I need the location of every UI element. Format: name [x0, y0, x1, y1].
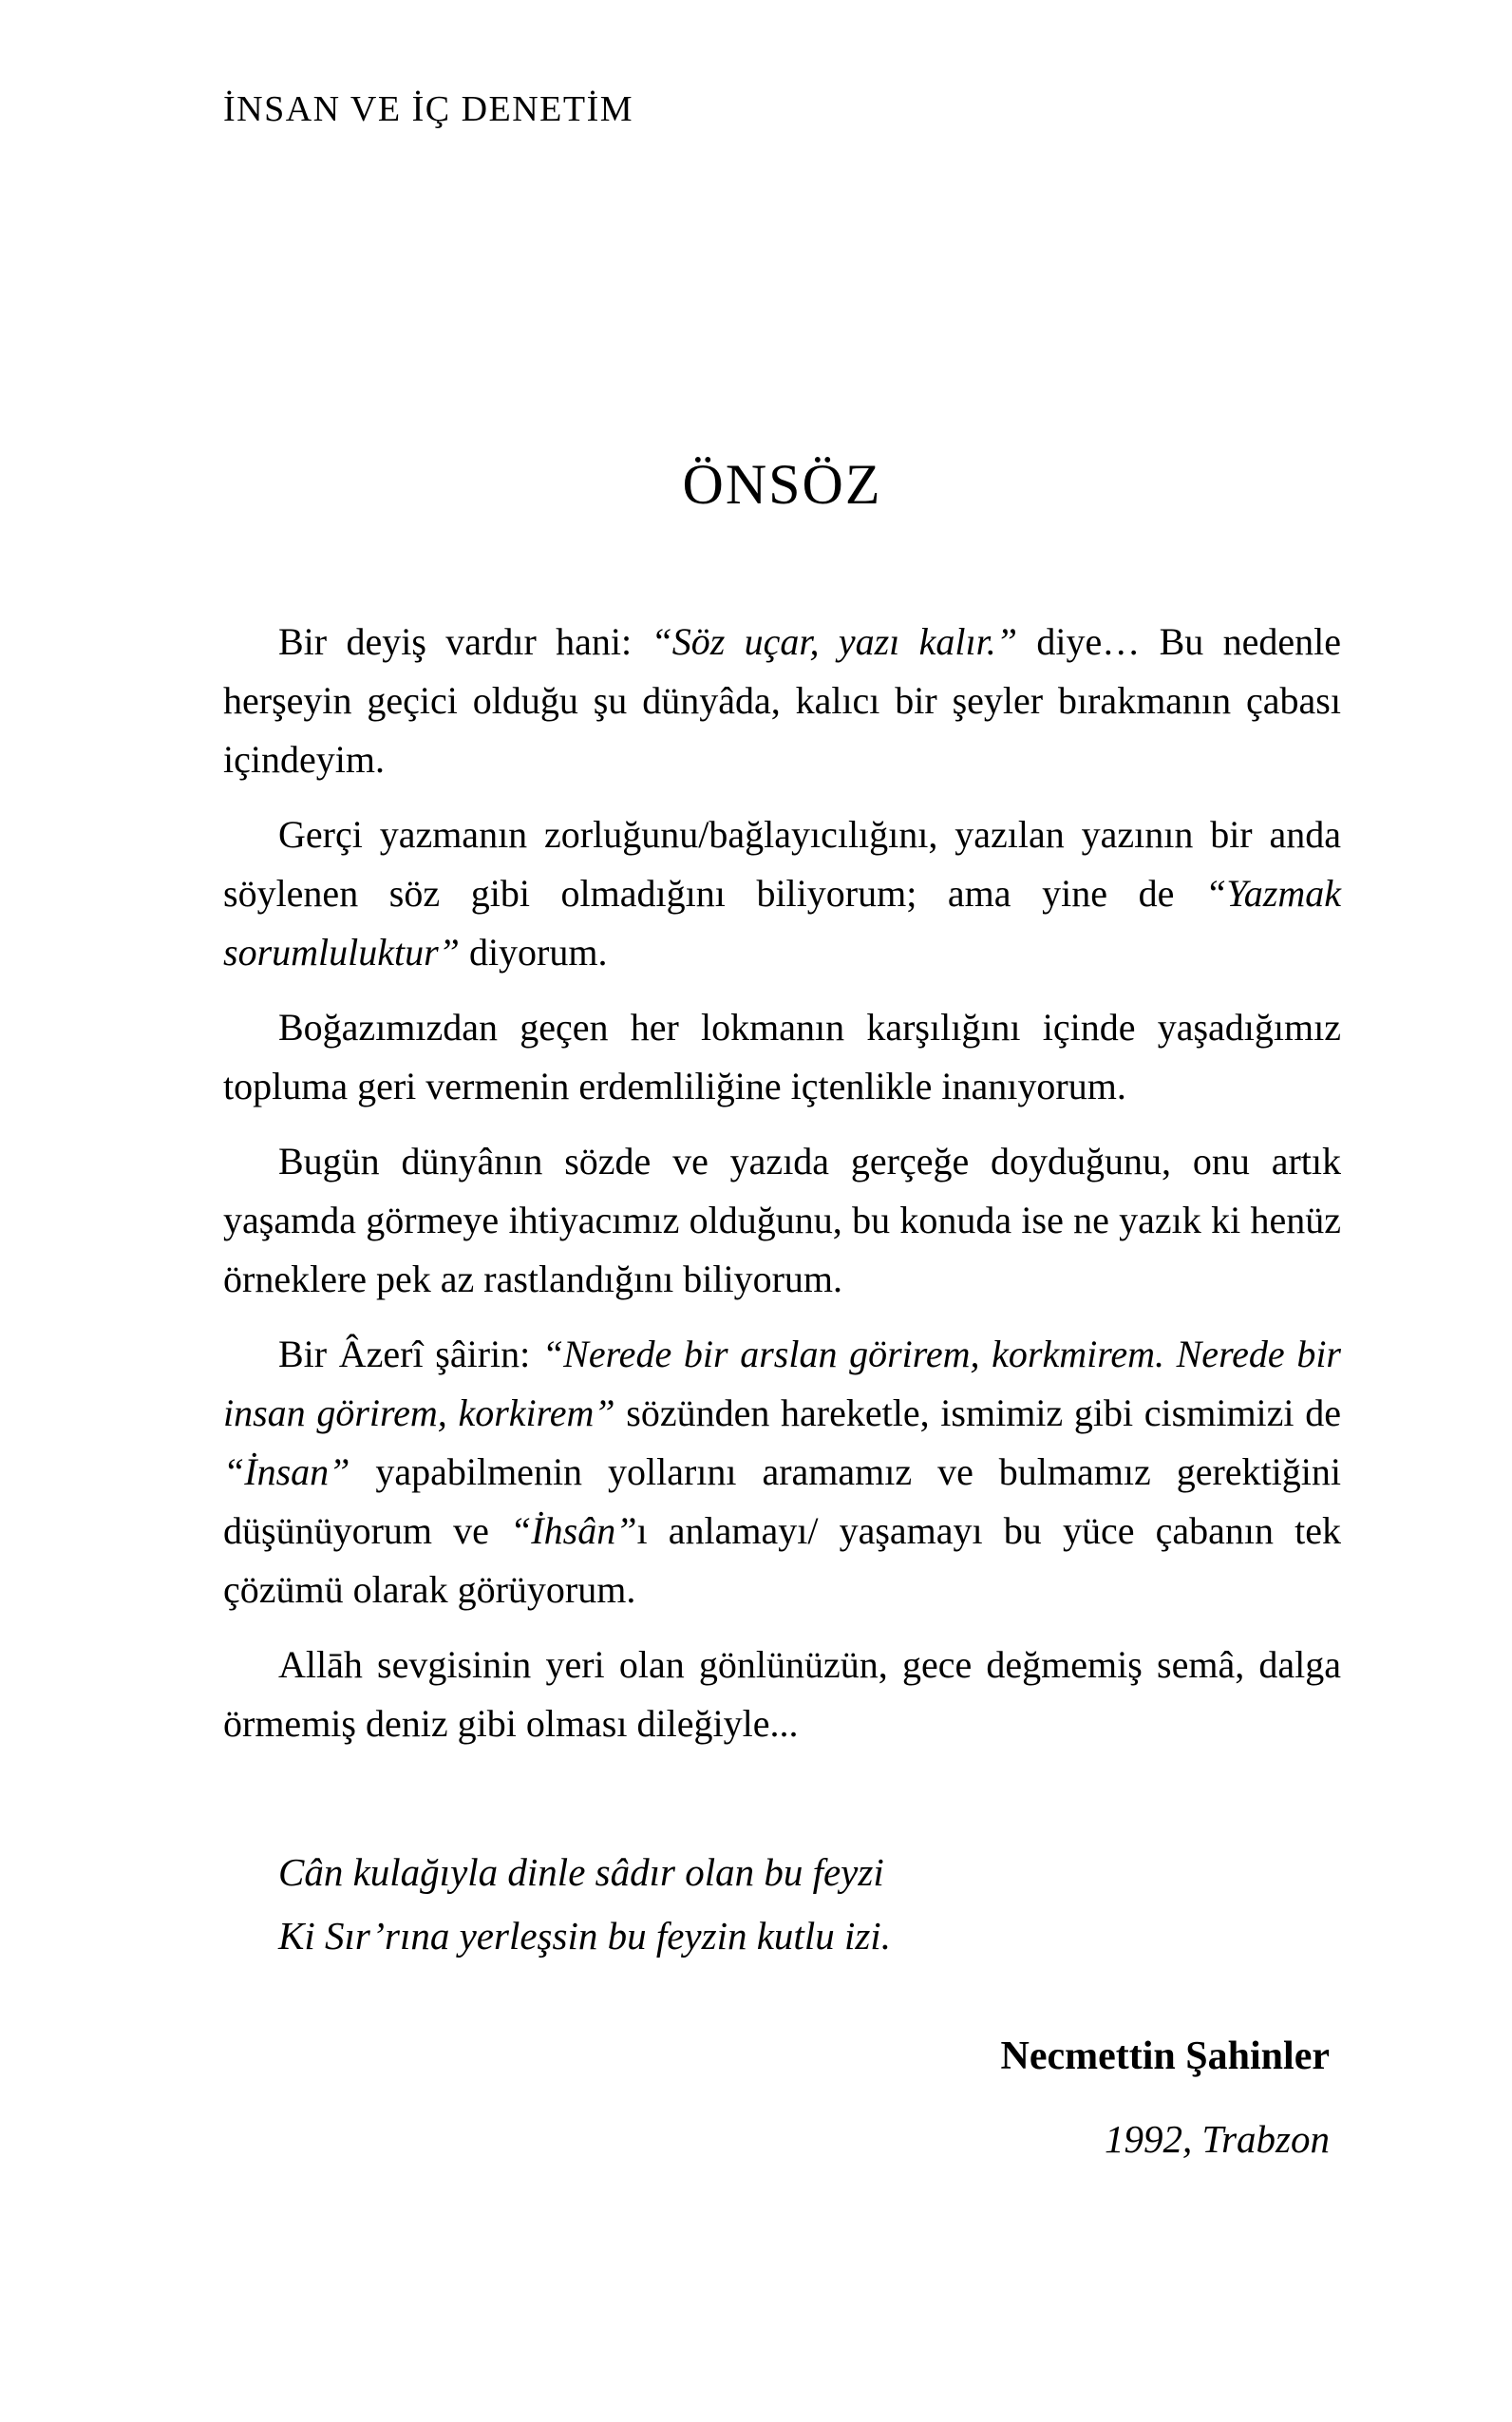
quoted-italic-text: “Söz uçar, yazı kalır.” — [651, 620, 1018, 663]
text-run: Bir deyiş vardır hani: — [278, 620, 652, 663]
running-header: İNSAN VE İÇ DENETİM — [223, 89, 634, 129]
paragraph — [223, 1636, 1341, 1753]
signature-date: 1992, Trabzon — [1105, 2117, 1330, 2161]
signature-block — [1001, 2034, 1330, 2161]
quoted-italic-text: “Yazmak sorumluluktur” — [223, 872, 1341, 974]
text-run: ı anlamayı/ yaşamayı bu yüce çabanın tek çözümü olarak görüyorum. — [223, 1509, 1341, 1611]
text-run: diye… Bu nedenle herşeyin geçici olduğu şu dünyâda, kalıcı bir şeyler bırakmanın çabası içindeyim. — [223, 620, 1341, 781]
text-run: Bugün dünyânın sözde ve yazıda gerçeğe doyduğunu, onu artık yaşamda görmeye ihtiyacımız olduğunu, bu konuda ise ne yazık ki henüz örneklere pek az rastlandığını biliyorum. — [223, 1140, 1341, 1300]
verse-couplet — [278, 1841, 891, 1968]
text-run: diyorum. — [459, 931, 608, 974]
text-run: yapabilmenin yollarını aramamız ve bulmamız gerektiğini düşünüyorum ve — [223, 1450, 1341, 1552]
author-name: Necmettin Şahinler — [1000, 2034, 1330, 2078]
verse-line: Cân kulağıyla dinle sâdır olan bu feyzi — [278, 1850, 884, 1894]
text-run: Boğazımızdan geçen her lokmanın karşılığını içinde yaşadığımız topluma geri vermenin erdemliliğine içtenlikle inanıyorum. — [223, 1006, 1341, 1107]
paragraph — [223, 998, 1341, 1116]
chapter-title: ÖNSÖZ — [682, 453, 882, 516]
paragraph — [223, 805, 1341, 982]
quoted-italic-text: “İhsân” — [510, 1509, 637, 1552]
body-text — [223, 613, 1341, 1769]
paragraph — [223, 1132, 1341, 1309]
text-run: Gerçi yazmanın zorluğunu/bağlayıcılığını, yazılan yazının bir anda söylenen söz gibi olmadığını biliyorum; ama yine de — [223, 813, 1341, 915]
paragraph — [223, 613, 1341, 789]
text-run: sözünden hareketle, ismimiz gibi cismimizi de — [614, 1391, 1341, 1434]
verse-line: Ki Sır’rına yerleşsin bu feyzin kutlu izi. — [278, 1914, 891, 1958]
quoted-italic-text: “İnsan” — [223, 1450, 350, 1493]
paragraph — [223, 1325, 1341, 1619]
text-run: Bir Âzerî şâirin: — [278, 1333, 542, 1375]
text-run: Allāh sevgisinin yeri olan gönlünüzün, gece değmemiş semâ, dalga örmemiş deniz gibi olması dileğiyle... — [223, 1643, 1341, 1745]
quoted-italic-text: “Nerede bir arslan görirem, korkmirem. Nerede bir insan görirem, korkirem” — [223, 1333, 1341, 1434]
